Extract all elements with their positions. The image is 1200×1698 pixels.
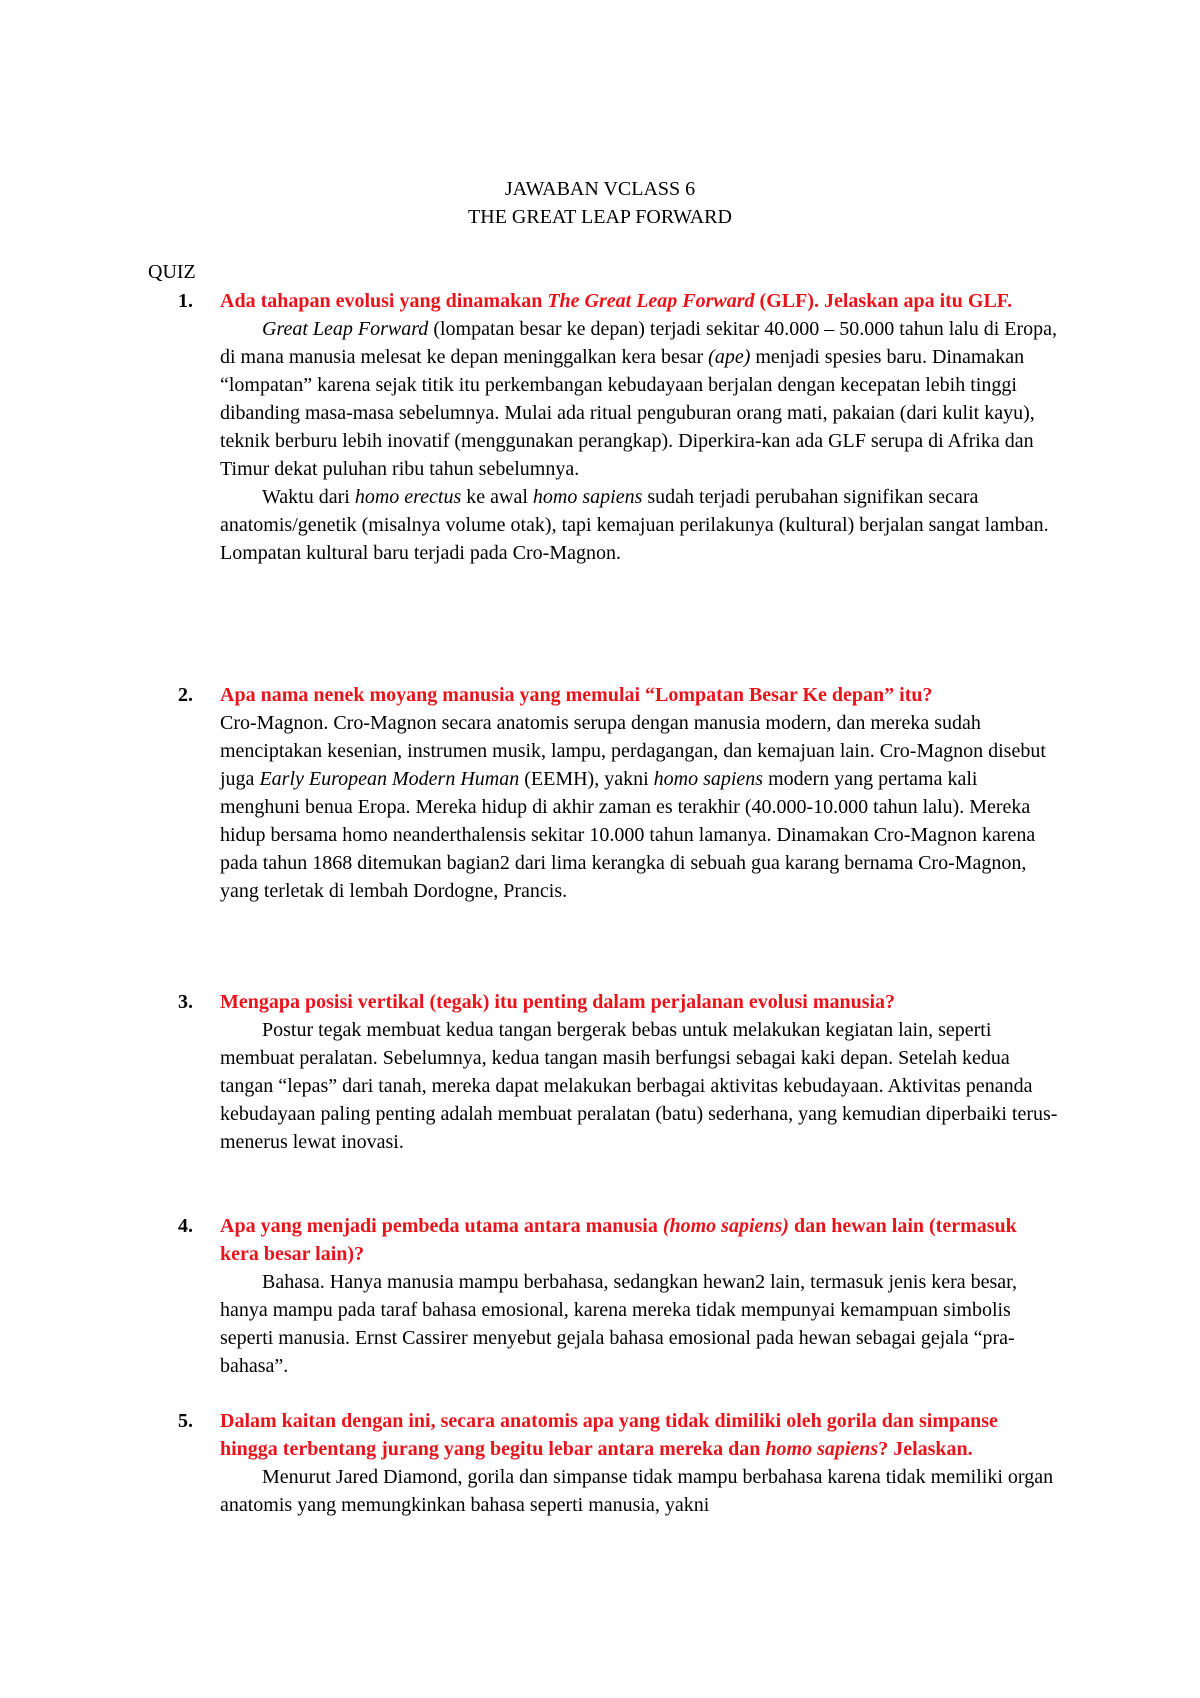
answer-italic: homo erectus [354, 486, 462, 508]
title-line-2: THE GREAT LEAP FORWARD [468, 206, 732, 228]
answer [220, 315, 1060, 567]
question-text-italic: (homo sapiens) [662, 1215, 789, 1237]
question-number: 1. [178, 290, 193, 312]
question-body [220, 988, 1060, 1156]
question-text: Apa nama nenek moyang manusia yang memulai “Lompatan Besar Ke depan” itu? [220, 684, 933, 706]
answer-paragraph [220, 315, 1060, 483]
answer-paragraph: Postur tegak membuat kedua tangan bergerak bebas untuk melakukan kegiatan lain, seperti membuat peralatan. Sebelumnya, kedua tangan masih berfungsi sebagai kaki depan. Setelah kedua tangan “lepas” dari tanah, mereka dapat melakukan berbagai aktivitas kebudayaan. Aktivitas penanda kebudayaan paling penting adalah membuat peralatan (batu) sederhana, yang kemudian diperbaiki terus-menerus lewat inovasi. [220, 1019, 1058, 1153]
answer-text: (lompatan besar ke depan) terjadi sekitar 40.000 – 50.000 tahun lalu di Eropa, di mana manusia melesat ke depan meninggalkan kera besar [220, 318, 1058, 368]
question-number: 2. [178, 684, 193, 706]
question-text-part: (GLF). Jelaskan apa itu GLF. [754, 290, 1013, 312]
answer-italic: Early European Modern Human [259, 768, 520, 790]
answer-text: (EEMH), yakni [519, 768, 654, 790]
question-body [220, 681, 1060, 905]
document-title [0, 175, 1200, 231]
question-text-part: ? Jelaskan. [878, 1438, 973, 1460]
answer-italic: (ape) [708, 346, 751, 368]
question-number: 4. [178, 1215, 193, 1237]
question-body [220, 1407, 1060, 1519]
section-heading-quiz: QUIZ [148, 261, 196, 283]
answer-paragraph: Bahasa. Hanya manusia mampu berbahasa, sedangkan hewan2 lain, termasuk jenis kera besar, hanya mampu pada taraf bahasa emosional, karena mereka tidak mempunyai kemampuan simbolis seperti manusia. Ernst Cassirer menyebut gejala bahasa emosional pada hewan sebagai gejala “pra-bahasa”. [220, 1271, 1018, 1377]
answer-italic: Great Leap Forward [262, 318, 429, 340]
answer-paragraph [220, 709, 1060, 905]
answer-text: menjadi spesies baru. Dinamakan “lompatan” karena sejak titik itu perkembangan kebudayaan berjalan dengan kecepatan lebih tinggi dibanding masa-masa sebelumnya. Mulai ada ritual penguburan orang mati, pakaian (dari kulit kayu), teknik berburu lebih inovatif (menggunakan perangkap). Diperkira-kan ada GLF serupa di Afrika dan Timur dekat puluhan ribu tahun sebelumnya. [220, 346, 1035, 480]
answer [220, 1016, 1060, 1156]
question-text-part: Dalam kaitan dengan ini, secara anatomis apa yang tidak dimiliki oleh gorila dan simpanse hingga terbentang jurang yang begitu lebar antara mereka dan [220, 1410, 998, 1460]
answer [220, 709, 1060, 905]
question-text [220, 1212, 1060, 1268]
question-text-part: dan hewan lain (termasuk kera besar lain)? [220, 1215, 1017, 1265]
question-text [220, 287, 1060, 315]
question-text [220, 1407, 1060, 1463]
answer-paragraph [220, 483, 1060, 567]
question-text-italic: The Great Leap Forward [547, 290, 755, 312]
answer [220, 1463, 1060, 1519]
answer-text: Waktu dari [262, 486, 355, 508]
answer-italic: homo sapiens [653, 768, 764, 790]
question-text-part: Ada tahapan evolusi yang dinamakan [220, 290, 548, 312]
question-text-part: Apa yang menjadi pembeda utama antara manusia [220, 1215, 663, 1237]
answer-paragraph: Menurut Jared Diamond, gorila dan simpanse tidak mampu berbahasa karena tidak memiliki organ anatomis yang memungkinkan bahasa seperti manusia, yakni [220, 1466, 1054, 1516]
answer-text: modern yang pertama kali menghuni benua Eropa. Mereka hidup di akhir zaman es terakhir (40.000-10.000 tahun lalu). Mereka hidup bersama homo neanderthalensis sekitar 10.000 tahun lamanya. Dinamakan Cro-Magnon karena pada tahun 1868 ditemukan bagian2 dari lima kerangka di sebuah gua karang bernama Cro-Magnon, yang terletak di lembah Dordogne, Prancis. [220, 768, 1036, 902]
answer-text: Cro-Magnon. Cro-Magnon secara anatomis serupa dengan manusia modern, dan mereka sudah menciptakan kesenian, instrumen musik, lampu, perdagangan, dan kemajuan lain. Cro-Magnon disebut juga [220, 712, 1046, 790]
question-number: 5. [178, 1410, 193, 1432]
answer-text: sudah terjadi perubahan signifikan secara anatomis/genetik (misalnya volume otak), tapi kemajuan perilakunya (kultural) berjalan sangat lamban. Lompatan kultural baru terjadi pada Cro-Magnon. [220, 486, 1049, 564]
answer-text: ke awal [461, 486, 533, 508]
answer-italic: homo sapiens [532, 486, 643, 508]
question-text: Mengapa posisi vertikal (tegak) itu penting dalam perjalanan evolusi manusia? [220, 991, 896, 1013]
question-text-italic: homo sapiens [765, 1438, 879, 1460]
question-number: 3. [178, 991, 193, 1013]
question-body [220, 1212, 1060, 1380]
title-line-1: JAWABAN VCLASS 6 [504, 178, 696, 200]
question-body [220, 287, 1060, 567]
answer [220, 1268, 1060, 1380]
